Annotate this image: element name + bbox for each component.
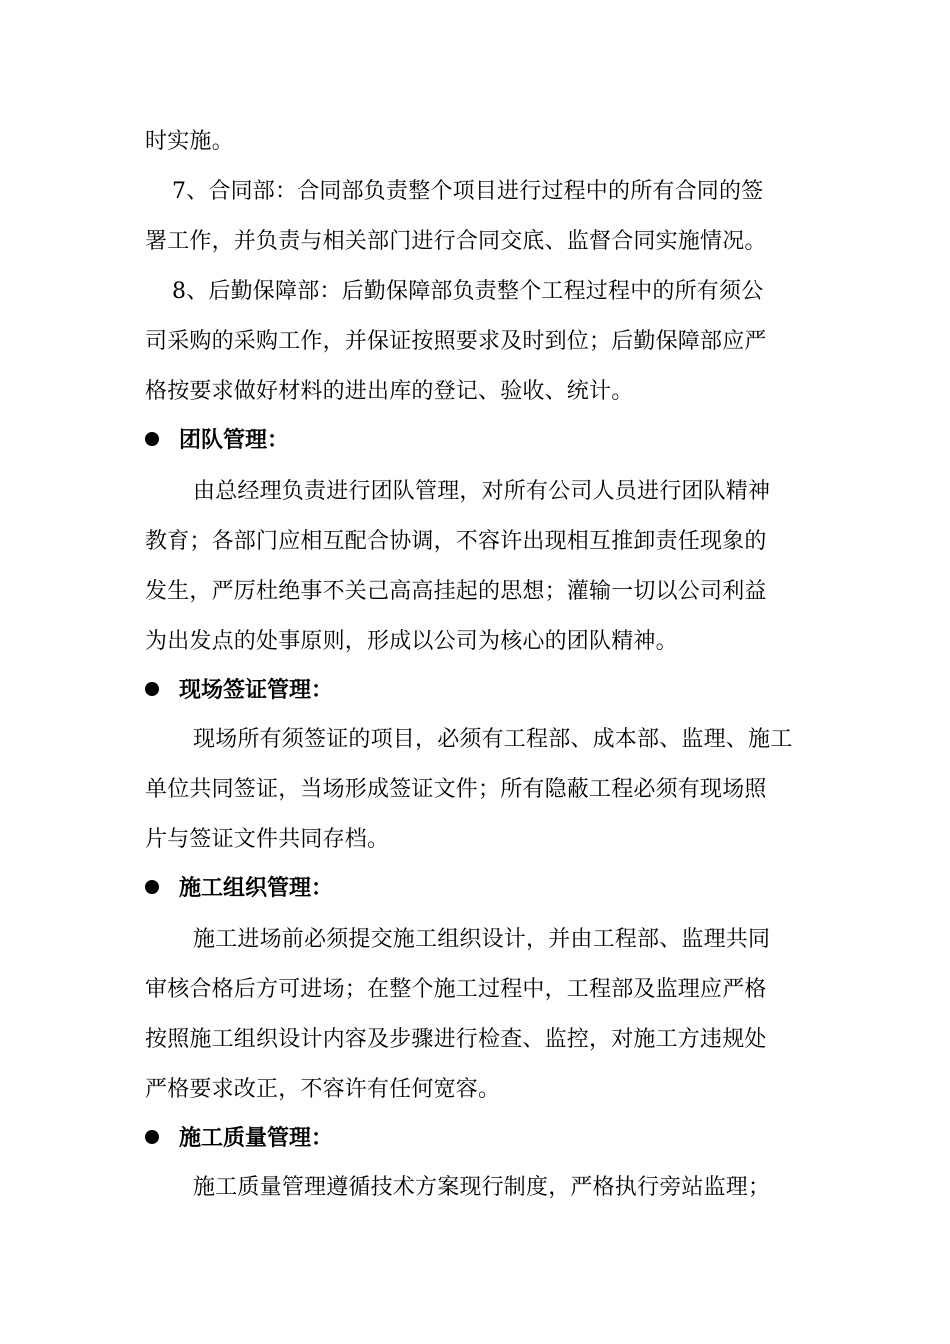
text-line: 发生，严厉杜绝事不关己高高挂起的思想；灌输一切以公司利益	[145, 579, 767, 604]
text-line: 审核合格后方可进场；在整个施工过程中，工程部及监理应严格	[145, 977, 767, 1002]
text-line: 教育；各部门应相互配合协调，不容许出现相互推卸责任现象的	[145, 529, 767, 554]
text-line: 为出发点的处事原则，形成以公司为核心的团队精神。	[145, 629, 678, 654]
text-line: 署工作，并负责与相关部门进行合同交底、监督合同实施情况。	[145, 229, 767, 254]
text-line: 施工质量管理遵循技术方案现行制度，严格执行旁站监理；	[193, 1175, 771, 1200]
section-heading	[145, 670, 333, 710]
text-line: 施工进场前必须提交施工组织设计，并由工程部、监理共同	[193, 927, 771, 952]
text-line: 片与签证文件共同存档。	[145, 827, 390, 852]
bullet-icon	[145, 432, 159, 446]
text-line: 7、合同部：合同部负责整个项目进行过程中的所有合同的签	[172, 179, 764, 204]
text-line: 单位共同签证，当场形成签证文件；所有隐蔽工程必须有现场照	[145, 777, 767, 802]
text-line: 时实施。	[145, 129, 234, 154]
section-heading	[145, 868, 333, 908]
text-line: 现场所有须签证的项目，必须有工程部、成本部、监理、施工	[193, 727, 793, 752]
text-line: 按照施工组织设计内容及步骤进行检查、监控，对施工方违规处	[145, 1027, 767, 1052]
section-heading	[145, 1118, 333, 1158]
text-line: 格按要求做好材料的进出库的登记、验收、统计。	[145, 379, 634, 404]
bullet-icon	[145, 1130, 159, 1144]
text-line: 8、后勤保障部：后勤保障部负责整个工程过程中的所有须公	[172, 279, 764, 304]
section-heading	[145, 420, 289, 460]
bullet-icon	[145, 880, 159, 894]
text-line: 司采购的采购工作，并保证按照要求及时到位；后勤保障部应严	[145, 329, 767, 354]
section-heading-text: 施工组织管理：	[179, 875, 334, 901]
section-heading-text: 团队管理：	[179, 427, 290, 453]
text-line: 严格要求改正，不容许有任何宽容。	[145, 1077, 501, 1102]
text-line: 由总经理负责进行团队管理，对所有公司人员进行团队精神	[193, 479, 771, 504]
section-heading-text: 施工质量管理：	[179, 1125, 334, 1151]
section-heading-text: 现场签证管理：	[179, 677, 334, 703]
bullet-icon	[145, 682, 159, 696]
